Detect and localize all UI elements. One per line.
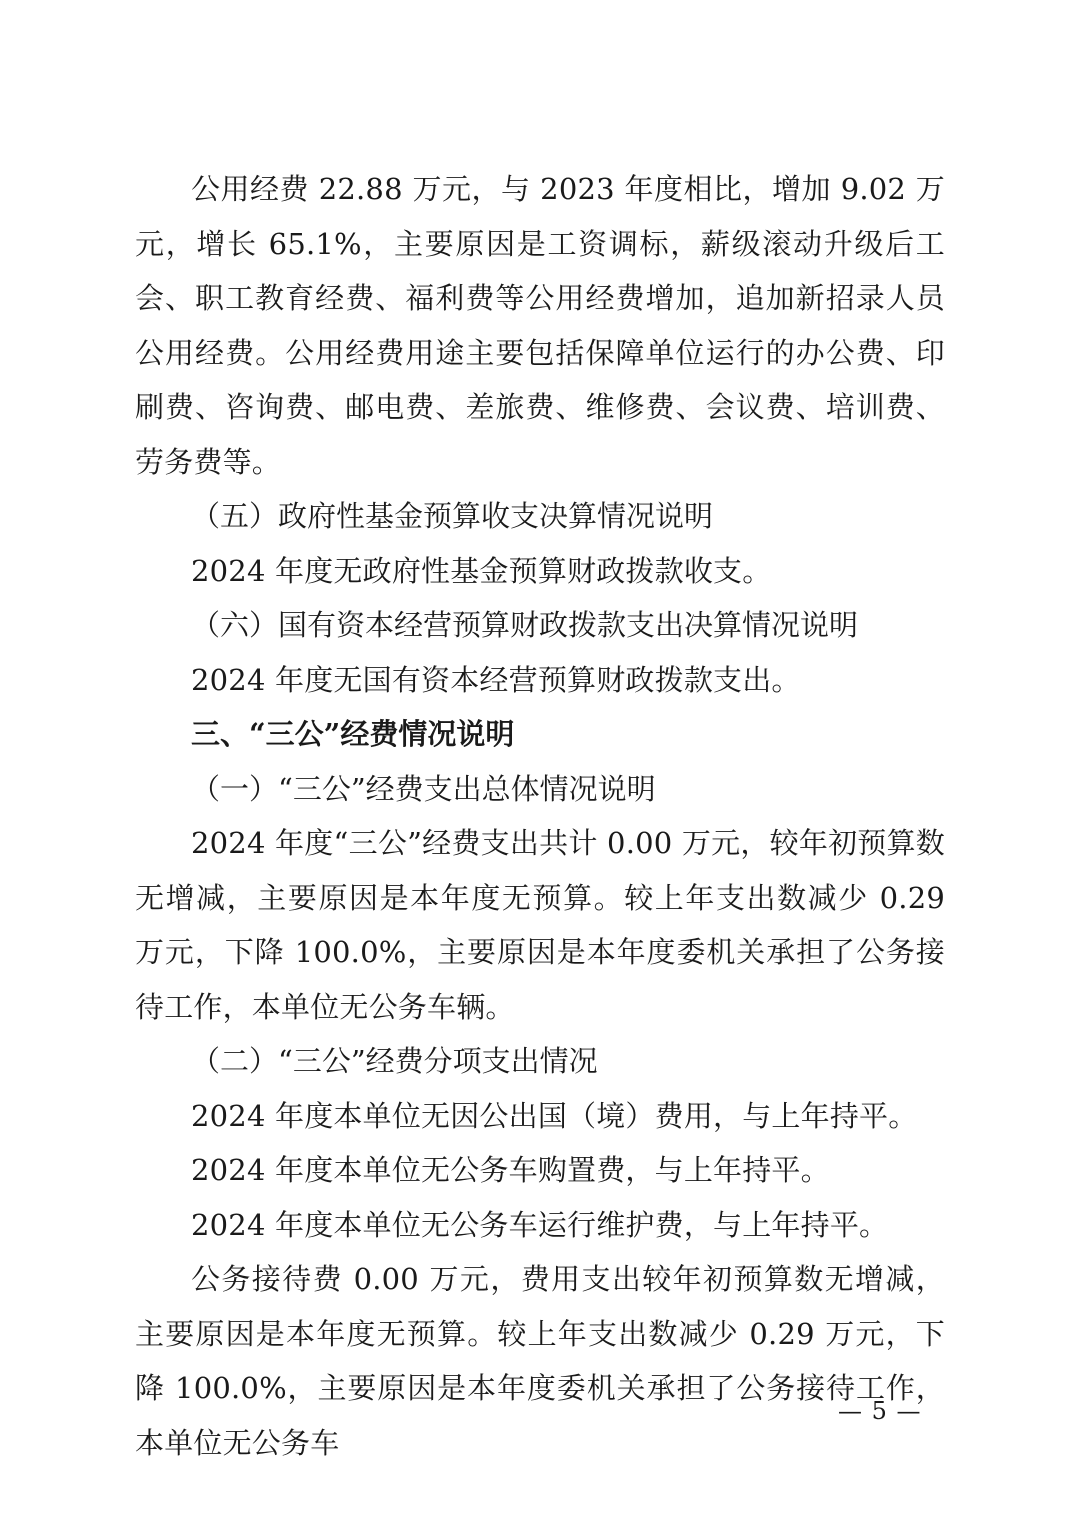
section-heading-three-public: 三、“三公”经费情况说明: [191, 717, 515, 751]
heading-three-public-itemized: （二）“三公”经费分项支出情况: [191, 1044, 598, 1078]
paragraph-overseas-travel: 2024 年度本单位无因公出国（境）费用，与上年持平。: [191, 1098, 918, 1133]
paragraph-three-public-overall: 2024 年度“三公”经费支出共计 0.00 万元，较年初预算数无增减，主要原因是本年度无预算。较上年支出数减少 0.29 万元，下降 100.0%，主要原因是本年度委机关承担了公务接待工作，本单位无公务车辆。: [135, 826, 945, 1024]
heading-three-public-overall: （一）“三公”经费支出总体情况说明: [191, 771, 656, 806]
paragraph-vehicle-maintenance: 2024 年度本单位无公务车运行维护费，与上年持平。: [191, 1207, 889, 1242]
paragraph-vehicle-purchase: 2024 年度本单位无公务车购置费，与上年持平。: [191, 1153, 830, 1187]
page-number: — 5 —: [838, 1397, 922, 1425]
paragraph-reception-expenses: 公务接待费 0.00 万元，费用支出较年初预算数无增减，主要原因是本年度无预算。较上年支出数减少 0.29 万元，下降 100.0%，主要原因是本年度委机关承担了公务接待工作，本单位无公务车: [135, 1262, 945, 1460]
paragraph-public-funds: 公用经费 22.88 万元，与 2023 年度相比，增加 9.02 万元，增长 65.1%，主要原因是工资调标，薪级滚动升级后工会、职工教育经费、福利费等公用经费增加，追加新招录人员公用经费。公用经费用途主要包括保障单位运行的办公费、印刷费、咨询费、邮电费、差旅费、维修费、会议费、培训费、劳务费等。: [135, 172, 945, 479]
heading-government-fund-budget: （五）政府性基金预算收支决算情况说明: [191, 499, 714, 533]
heading-state-capital-budget: （六）国有资本经营预算财政拨款支出决算情况说明: [191, 608, 859, 642]
paragraph-government-fund-none: 2024 年度无政府性基金预算财政拨款收支。: [191, 553, 772, 588]
paragraph-state-capital-none: 2024 年度无国有资本经营预算财政拨款支出。: [191, 662, 801, 697]
document-body: [135, 162, 945, 1470]
